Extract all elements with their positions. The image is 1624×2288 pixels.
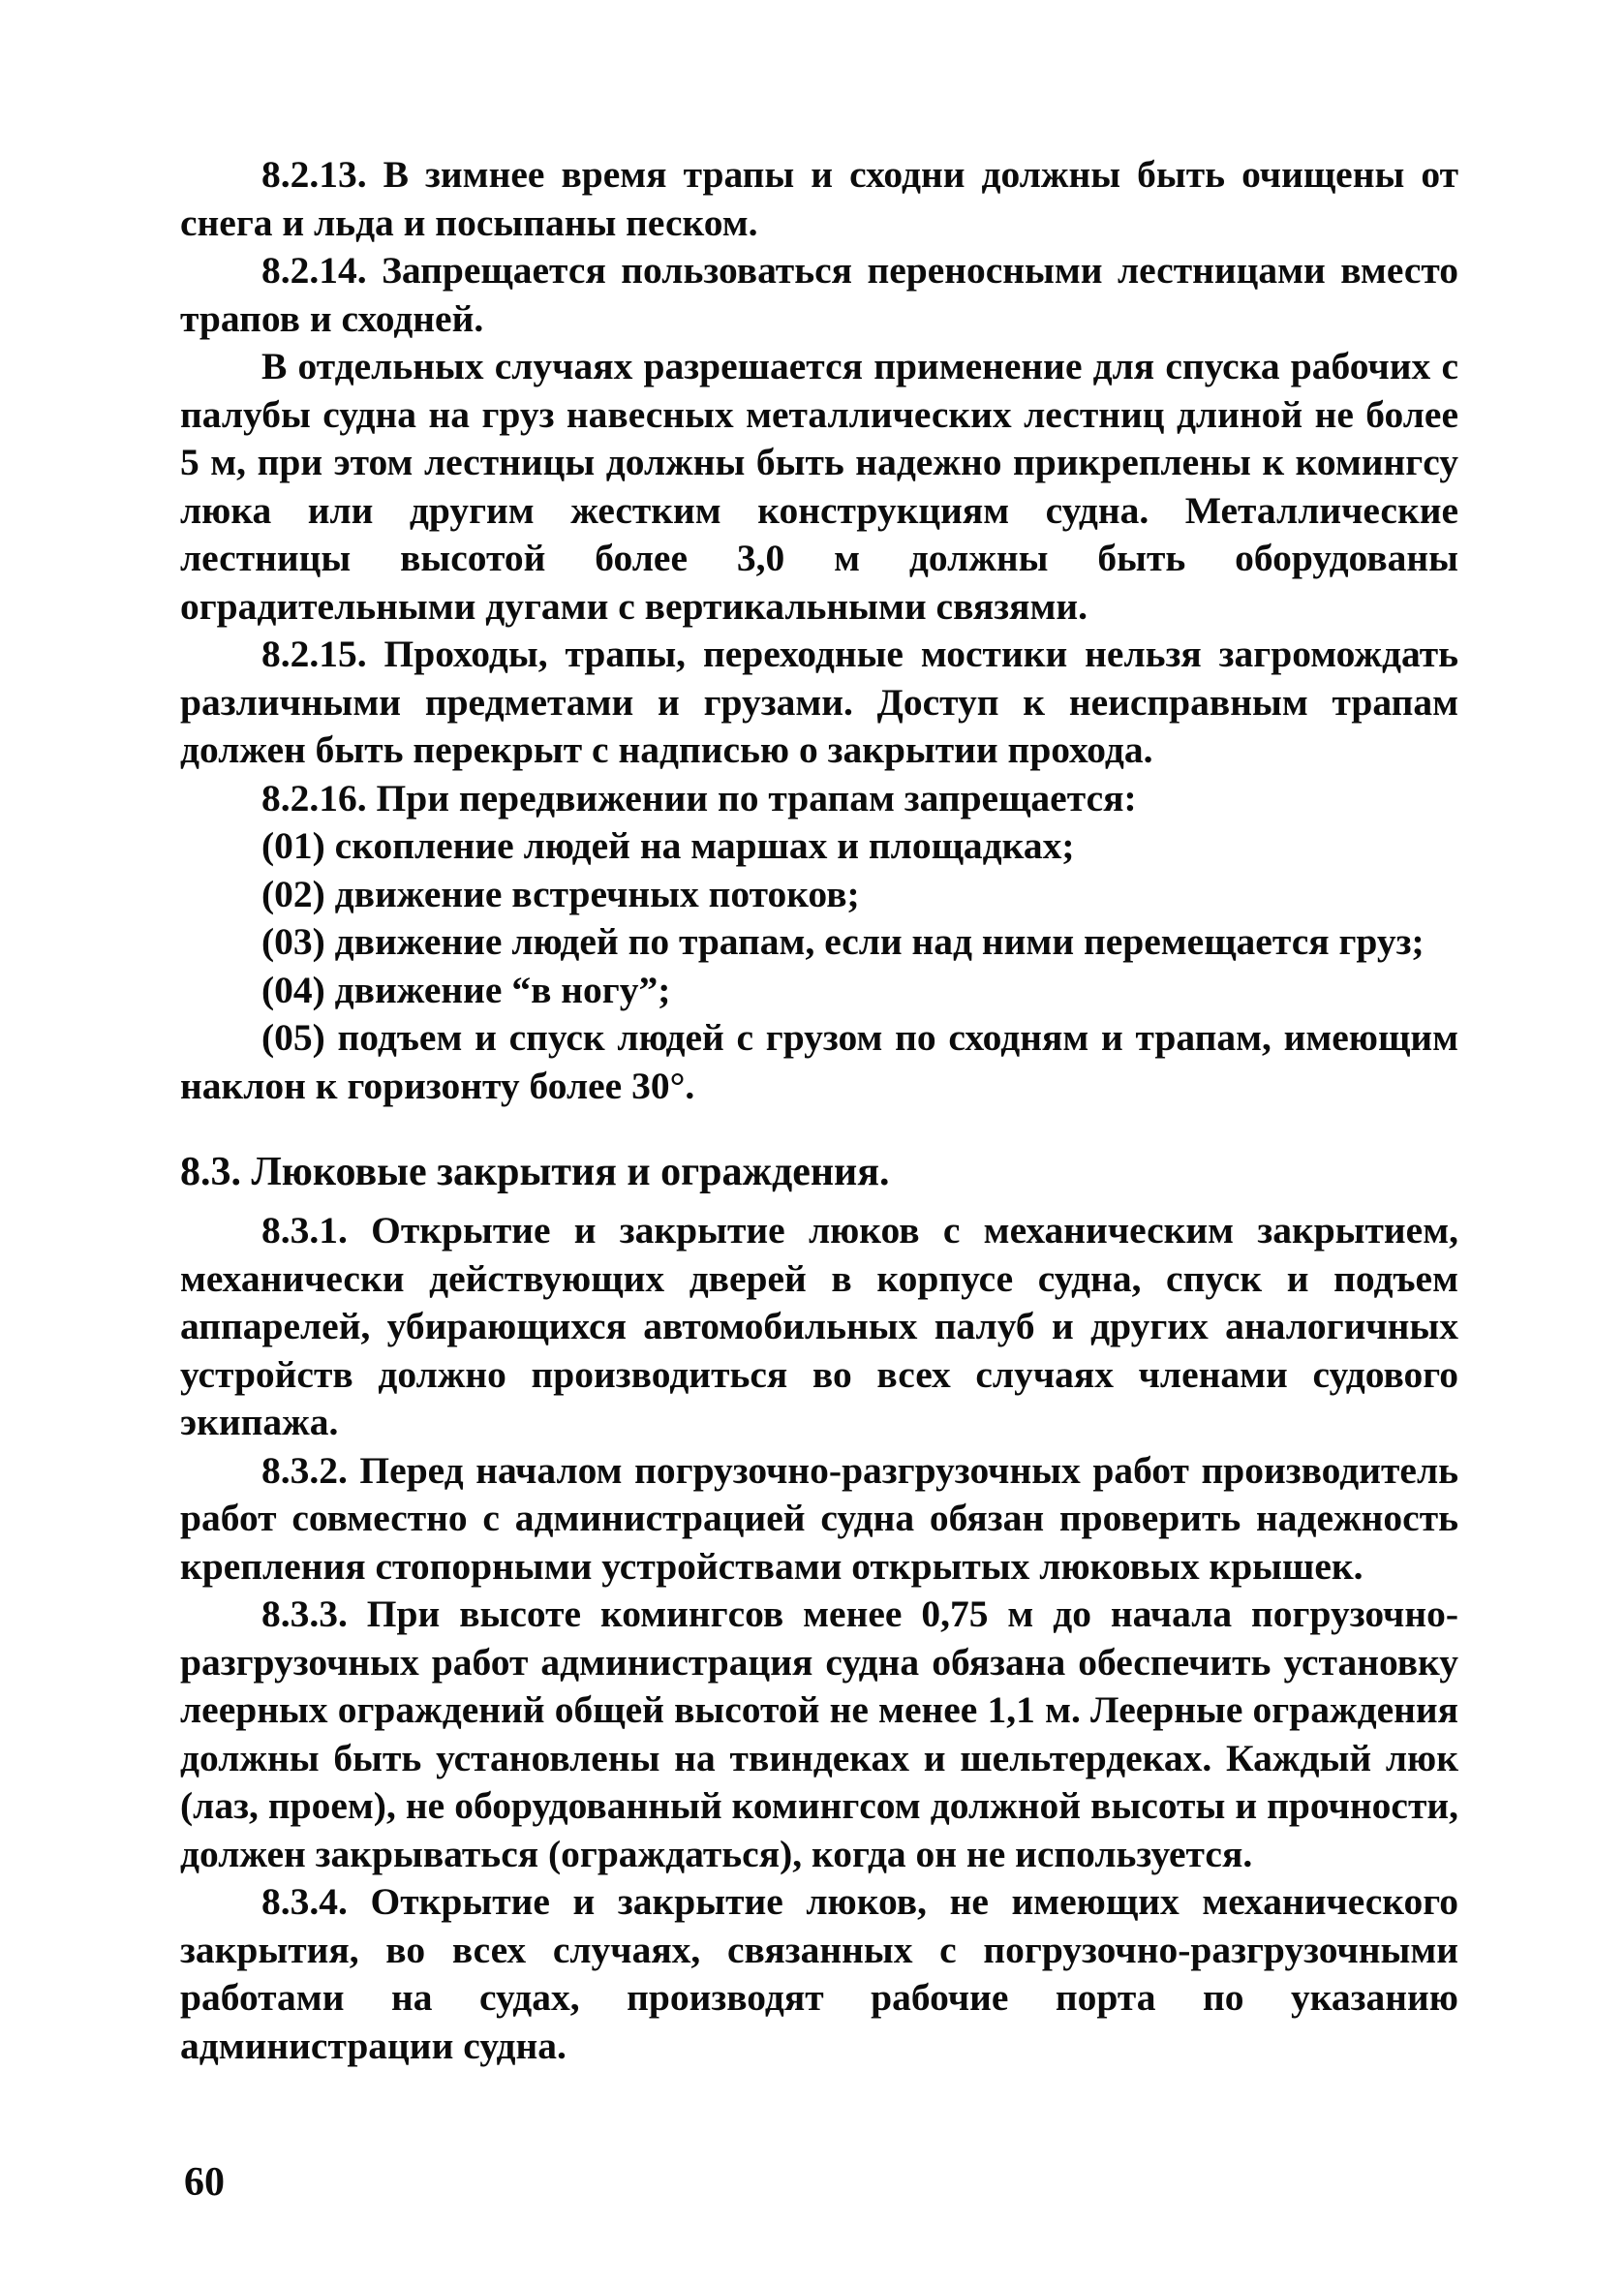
section-heading: 8.3. Люковые закрытия и ограждения. [180,1150,890,1194]
list-item-01: (01) скопление людей на маршах и площадках; [261,824,1075,867]
list-item-02: (02) движение встречных потоков; [261,872,860,915]
list-item-03: (03) движение людей по трапам, если над ними перемещается груз; [261,920,1425,963]
paragraph-8-3-3: 8.3.3. При высоте комингсов менее 0,75 м до начала погрузочно-разгрузочных работ администрация судна обязана обеспечить установку леерных ограждений общей высотой не менее 1,1 м. Леерные ограждения должны быть установлены на твиндеках и шельтердеках. Каждый люк (лаз, проем), не оборудованный комингсом должной высоты и прочности, должен закрываться (ограждаться), когда он не используется. [180,1592,1458,1875]
paragraph-8-2-14: 8.2.14. Запрещается пользоваться переносными лестницами вместо трапов и сходней. [180,249,1458,340]
paragraph-8-3-2: 8.3.2. Перед началом погрузочно-разгрузочных работ производитель работ совместно с администрацией судна обязан проверить надежность крепления стопорными устройствами открытых люковых крышек. [180,1448,1458,1588]
list-item-04: (04) движение “в ногу”; [261,968,671,1011]
paragraph-8-2-15: 8.2.15. Проходы, трапы, переходные мостики нельзя загромождать различными предметами и грузами. Доступ к неисправным трапам должен быть перекрыт с надписью о закрытии прохода. [180,633,1458,771]
paragraph-8-2-16: 8.2.16. При передвижении по трапам запрещается: [261,776,1137,819]
page-number: 60 [184,2160,225,2205]
paragraph-ladders: В отдельных случаях разрешается применение для спуска рабочих с палубы судна на груз навесных металлических лестниц длиной не более 5 м, при этом лестницы должны быть надежно прикреплены к комингсу люка или другим жестким конструкциям судна. Металлические лестницы высотой более 3,0 м должны быть оборудованы оградительными дугами с вертикальными связями. [180,345,1458,628]
body-text [180,151,1458,2070]
paragraph-8-3-1: 8.3.1. Открытие и закрытие люков с механическим закрытием, механически действующих дверей в корпусе судна, спуск и подъем аппарелей, убирающихся автомобильных палуб и других аналогичных устройств должно производиться во всех случаях членами судового экипажа. [180,1209,1458,1443]
paragraph-8-3-4: 8.3.4. Открытие и закрытие люков, не имеющих механического закрытия, во всех случаях, связанных с погрузочно-разгрузочными работами на судах, производят рабочие порта по указанию администрации судна. [180,1880,1458,2067]
paragraph-8-2-13: 8.2.13. В зимнее время трапы и сходни должны быть очищены от снега и льда и посыпаны песком. [180,153,1458,244]
list-item-05: (05) подъем и спуск людей с грузом по сходням и трапам, имеющим наклон к горизонту более 30°. [180,1016,1458,1107]
